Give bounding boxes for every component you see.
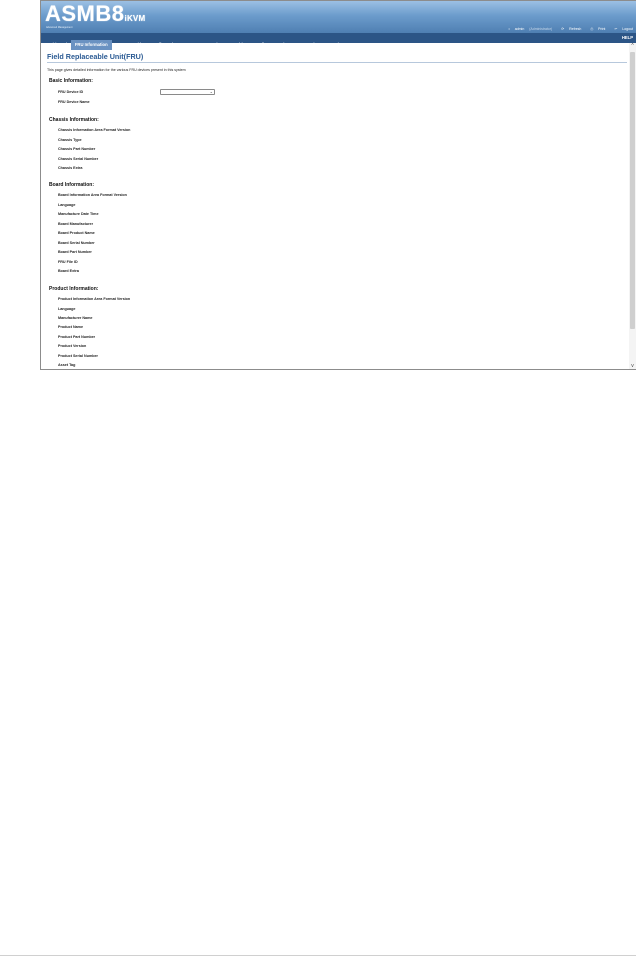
browser-frame [40, 0, 636, 370]
vertical-scrollbar[interactable] [629, 43, 636, 370]
main-content [41, 43, 631, 370]
field-product: Product Part Number [58, 335, 96, 339]
field-chassis: Chassis Extra [58, 166, 83, 170]
field-fru-device-id: FRU Device ID [58, 90, 84, 94]
field-chassis: Chassis Information Area Format Version [58, 128, 131, 132]
logout-link[interactable]: ↩ Logout [614, 27, 633, 31]
print-icon: ⎙ [590, 27, 594, 31]
main-nav [41, 33, 636, 47]
tab-dashboard[interactable]: Dashboard [45, 42, 67, 47]
fru-device-select[interactable] [160, 89, 215, 95]
section-basic-heading: Basic Information: [49, 78, 93, 84]
field-board: Board Extra [58, 269, 79, 273]
field-chassis: Chassis Type [58, 138, 82, 142]
logo-tagline: Advanced Management [46, 26, 73, 29]
field-product: Asset Tag [58, 363, 76, 367]
utility-bar [505, 27, 633, 31]
header-banner [41, 1, 636, 33]
section-product-heading: Product Information: [49, 286, 99, 292]
tab-firmware-update[interactable]: Firmware Update [310, 42, 345, 47]
page-description: This page gives detailed information for the various FRU devices present in this system [47, 68, 186, 72]
field-board: Board Manufacturer [58, 222, 94, 226]
print-link[interactable]: ⎙ Print [590, 27, 606, 31]
field-fru-device-name: FRU Device Name [58, 100, 90, 104]
scroll-down-icon[interactable]: v [631, 363, 634, 369]
field-board: FRU File ID [58, 260, 78, 264]
title-divider [47, 62, 627, 63]
field-board: Board Information Area Format Version [58, 193, 127, 197]
logo-main: ASMB8 [45, 1, 125, 26]
section-board-heading: Board Information: [49, 182, 94, 188]
help-link[interactable]: HELP [621, 35, 633, 40]
tab-server-health[interactable]: Server Health [115, 42, 143, 47]
field-product: Product Version [58, 344, 87, 348]
chevron-down-icon: ⌄ [209, 89, 213, 94]
scroll-up-icon[interactable]: ^ [631, 43, 634, 49]
user-role: (Administrator) [529, 27, 553, 31]
field-product: Product Information Area Format Version [58, 297, 131, 301]
logout-icon: ↩ [614, 27, 618, 31]
tab-remote-control[interactable]: Remote Control [186, 42, 218, 47]
refresh-link[interactable]: ⟳ Refresh [561, 27, 582, 31]
field-product: Language [58, 307, 76, 311]
tab-auto-video-recording[interactable]: Auto Video Recording [225, 42, 270, 47]
section-chassis-heading: Chassis Information: [49, 117, 99, 123]
field-product: Product Serial Number [58, 354, 98, 358]
logo-sub: iKVM [124, 14, 146, 23]
field-product: Manufacturer Name [58, 316, 93, 320]
tab-configuration[interactable]: Configuration [150, 42, 179, 47]
field-chassis: Chassis Part Number [58, 147, 96, 151]
scrollbar-thumb[interactable] [630, 52, 635, 329]
tab-maintenance[interactable]: Maintenance [277, 42, 303, 47]
field-board: Board Serial Number [58, 241, 95, 245]
refresh-icon: ⟳ [561, 27, 565, 31]
field-board: Language [58, 203, 76, 207]
user-name: • admin [508, 27, 525, 31]
field-board: Board Part Number [58, 250, 92, 254]
field-chassis: Chassis Serial Number [58, 157, 99, 161]
page-title: Field Replaceable Unit(FRU) [47, 52, 144, 61]
page-divider [0, 955, 636, 956]
field-board: Manufacture Date Time [58, 212, 99, 216]
tab-fru-information[interactable]: FRU Information [71, 40, 112, 50]
field-board: Board Product Name [58, 231, 95, 235]
field-product: Product Name [58, 325, 83, 329]
